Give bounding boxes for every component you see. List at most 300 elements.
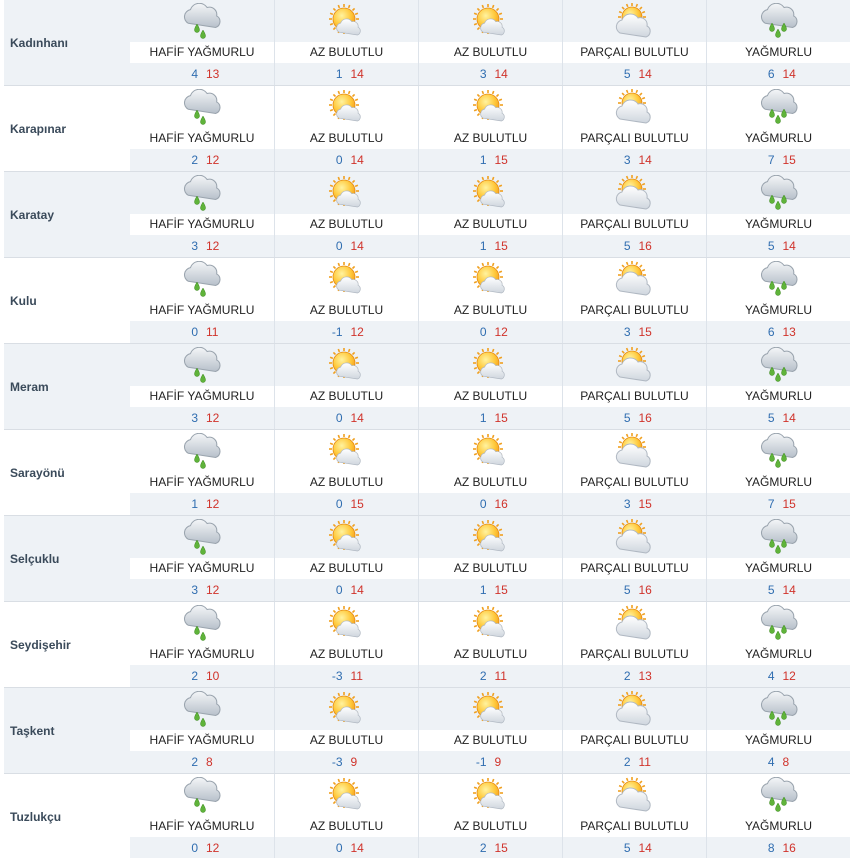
- city-row: [0, 258, 860, 344]
- day-forecast: [274, 0, 418, 85]
- min-temp: -1: [331, 325, 343, 339]
- sun-with-cloud-icon: [471, 691, 511, 727]
- city-name[interactable]: Selçuklu: [4, 516, 130, 601]
- temperature-range: [563, 665, 706, 687]
- temperature-range: [419, 149, 562, 171]
- condition-label: YAĞMURLU: [707, 42, 850, 63]
- min-temp: 0: [335, 583, 343, 597]
- max-temp: 14: [350, 841, 364, 855]
- city-name[interactable]: Tuzlukçu: [4, 774, 130, 858]
- temperature-range: [275, 665, 418, 687]
- condition-label: PARÇALI BULUTLU: [563, 644, 706, 665]
- light-rain-icon: [182, 519, 222, 555]
- sun-with-cloud-icon: [327, 175, 367, 211]
- min-temp: 8: [767, 841, 775, 855]
- min-temp: 4: [767, 755, 775, 769]
- condition-label: PARÇALI BULUTLU: [563, 816, 706, 837]
- temperature-range: [707, 579, 850, 601]
- city-name[interactable]: Kadınhanı: [4, 0, 130, 85]
- condition-label: PARÇALI BULUTLU: [563, 300, 706, 321]
- day-forecast: [130, 86, 274, 171]
- condition-label: AZ BULUTLU: [419, 300, 562, 321]
- day-forecast: [706, 86, 850, 171]
- condition-label: YAĞMURLU: [707, 816, 850, 837]
- temperature-range: [130, 579, 274, 601]
- max-temp: 15: [494, 153, 508, 167]
- temperature-range: [563, 751, 706, 773]
- max-temp: 11: [206, 325, 219, 339]
- condition-label: AZ BULUTLU: [419, 558, 562, 579]
- day-columns: [130, 0, 850, 85]
- day-forecast: [562, 344, 706, 429]
- max-temp: 15: [638, 325, 652, 339]
- condition-label: PARÇALI BULUTLU: [563, 558, 706, 579]
- partly-cloudy-icon: [615, 433, 655, 469]
- temperature-range: [563, 493, 706, 515]
- day-forecast: [130, 516, 274, 601]
- partly-cloudy-icon: [615, 261, 655, 297]
- max-temp: 16: [638, 583, 652, 597]
- condition-label: HAFİF YAĞMURLU: [130, 558, 274, 579]
- temperature-range: [563, 407, 706, 429]
- min-temp: 1: [479, 239, 487, 253]
- max-temp: 14: [638, 67, 652, 81]
- condition-label: AZ BULUTLU: [275, 816, 418, 837]
- rain-icon: [759, 347, 799, 383]
- day-columns: [130, 258, 850, 343]
- temperature-range: [707, 149, 850, 171]
- min-temp: 2: [479, 841, 487, 855]
- light-rain-icon: [182, 433, 222, 469]
- condition-label: AZ BULUTLU: [275, 472, 418, 493]
- min-temp: 2: [623, 669, 631, 683]
- max-temp: 12: [206, 583, 220, 597]
- min-temp: -3: [331, 669, 343, 683]
- day-columns: [130, 602, 850, 687]
- city-name[interactable]: Taşkent: [4, 688, 130, 773]
- day-columns: [130, 86, 850, 171]
- min-temp: 3: [191, 239, 198, 253]
- temperature-range: [130, 235, 274, 257]
- temperature-range: [707, 751, 850, 773]
- condition-label: AZ BULUTLU: [275, 300, 418, 321]
- condition-label: AZ BULUTLU: [419, 214, 562, 235]
- day-forecast: [706, 688, 850, 773]
- max-temp: 16: [638, 239, 652, 253]
- day-forecast: [130, 172, 274, 257]
- day-columns: [130, 516, 850, 601]
- condition-label: HAFİF YAĞMURLU: [130, 214, 274, 235]
- sun-with-cloud-icon: [327, 347, 367, 383]
- min-temp: 0: [335, 497, 343, 511]
- sun-with-cloud-icon: [327, 605, 367, 641]
- min-temp: 3: [623, 325, 631, 339]
- temperature-range: [707, 235, 850, 257]
- day-columns: [130, 172, 850, 257]
- max-temp: 12: [206, 841, 220, 855]
- min-temp: 3: [191, 411, 198, 425]
- temperature-range: [563, 63, 706, 85]
- max-temp: 14: [638, 153, 652, 167]
- condition-label: YAĞMURLU: [707, 558, 850, 579]
- partly-cloudy-icon: [615, 691, 655, 727]
- city-row: [0, 430, 860, 516]
- day-forecast: [418, 0, 562, 85]
- city-row: [0, 344, 860, 430]
- min-temp: 4: [191, 67, 198, 81]
- city-row: [0, 172, 860, 258]
- rain-icon: [759, 433, 799, 469]
- max-temp: 14: [350, 411, 364, 425]
- temperature-range: [275, 235, 418, 257]
- day-forecast: [130, 602, 274, 687]
- max-temp: 12: [206, 411, 220, 425]
- min-temp: 1: [335, 67, 343, 81]
- sun-with-cloud-icon: [471, 777, 511, 813]
- temperature-range: [419, 407, 562, 429]
- max-temp: 14: [350, 153, 364, 167]
- condition-label: PARÇALI BULUTLU: [563, 128, 706, 149]
- min-temp: 3: [191, 583, 198, 597]
- min-temp: 5: [623, 411, 631, 425]
- day-forecast: [418, 344, 562, 429]
- condition-label: HAFİF YAĞMURLU: [130, 644, 274, 665]
- day-forecast: [418, 258, 562, 343]
- temperature-range: [707, 665, 850, 687]
- max-temp: 11: [494, 669, 507, 683]
- partly-cloudy-icon: [615, 3, 655, 39]
- max-temp: 12: [782, 669, 796, 683]
- min-temp: 6: [767, 67, 775, 81]
- min-temp: 0: [479, 325, 487, 339]
- min-temp: 2: [191, 755, 198, 769]
- rain-icon: [759, 3, 799, 39]
- min-temp: 0: [335, 411, 343, 425]
- sun-with-cloud-icon: [327, 777, 367, 813]
- temperature-range: [130, 63, 274, 85]
- sun-with-cloud-icon: [327, 691, 367, 727]
- day-forecast: [274, 688, 418, 773]
- condition-label: YAĞMURLU: [707, 644, 850, 665]
- condition-label: PARÇALI BULUTLU: [563, 214, 706, 235]
- max-temp: 14: [782, 239, 796, 253]
- city-name[interactable]: Kulu: [4, 258, 130, 343]
- day-columns: [130, 688, 850, 773]
- max-temp: 8: [782, 755, 790, 769]
- min-temp: 5: [767, 411, 775, 425]
- max-temp: 14: [350, 67, 364, 81]
- temperature-range: [275, 407, 418, 429]
- condition-label: AZ BULUTLU: [419, 816, 562, 837]
- min-temp: 4: [767, 669, 775, 683]
- day-columns: [130, 774, 850, 858]
- light-rain-icon: [182, 605, 222, 641]
- sun-with-cloud-icon: [327, 519, 367, 555]
- sun-with-cloud-icon: [471, 175, 511, 211]
- condition-label: HAFİF YAĞMURLU: [130, 300, 274, 321]
- partly-cloudy-icon: [615, 89, 655, 125]
- city-row: [0, 688, 860, 774]
- day-forecast: [562, 688, 706, 773]
- temperature-range: [707, 837, 850, 858]
- day-forecast: [706, 172, 850, 257]
- rain-icon: [759, 89, 799, 125]
- max-temp: 12: [206, 239, 220, 253]
- min-temp: -1: [475, 755, 487, 769]
- max-temp: 15: [638, 497, 652, 511]
- temperature-range: [563, 837, 706, 858]
- temperature-range: [130, 837, 274, 858]
- condition-label: AZ BULUTLU: [419, 730, 562, 751]
- min-temp: 0: [479, 497, 487, 511]
- partly-cloudy-icon: [615, 605, 655, 641]
- condition-label: AZ BULUTLU: [419, 128, 562, 149]
- max-temp: 15: [782, 153, 796, 167]
- condition-label: AZ BULUTLU: [275, 42, 418, 63]
- temperature-range: [419, 493, 562, 515]
- min-temp: 1: [479, 583, 487, 597]
- temperature-range: [563, 235, 706, 257]
- max-temp: 16: [782, 841, 796, 855]
- condition-label: YAĞMURLU: [707, 128, 850, 149]
- sun-with-cloud-icon: [327, 89, 367, 125]
- partly-cloudy-icon: [615, 347, 655, 383]
- min-temp: 3: [623, 153, 631, 167]
- condition-label: HAFİF YAĞMURLU: [130, 816, 274, 837]
- day-forecast: [562, 86, 706, 171]
- condition-label: AZ BULUTLU: [419, 42, 562, 63]
- temperature-range: [419, 837, 562, 858]
- min-temp: 5: [623, 67, 631, 81]
- day-forecast: [130, 0, 274, 85]
- max-temp: 11: [638, 755, 651, 769]
- condition-label: YAĞMURLU: [707, 300, 850, 321]
- condition-label: HAFİF YAĞMURLU: [130, 42, 274, 63]
- max-temp: 9: [350, 755, 358, 769]
- condition-label: HAFİF YAĞMURLU: [130, 730, 274, 751]
- min-temp: 0: [191, 325, 198, 339]
- condition-label: AZ BULUTLU: [419, 472, 562, 493]
- day-columns: [130, 344, 850, 429]
- max-temp: 14: [350, 239, 364, 253]
- condition-label: PARÇALI BULUTLU: [563, 386, 706, 407]
- city-name[interactable]: Karatay: [4, 172, 130, 257]
- day-forecast: [130, 344, 274, 429]
- day-forecast: [706, 774, 850, 858]
- min-temp: 7: [767, 153, 775, 167]
- day-forecast: [418, 688, 562, 773]
- temperature-range: [419, 751, 562, 773]
- city-row: [0, 86, 860, 172]
- temperature-range: [130, 493, 274, 515]
- day-forecast: [130, 430, 274, 515]
- day-forecast: [418, 516, 562, 601]
- city-row: [0, 774, 860, 858]
- light-rain-icon: [182, 777, 222, 813]
- min-temp: 2: [191, 153, 198, 167]
- temperature-range: [275, 149, 418, 171]
- temperature-range: [275, 751, 418, 773]
- condition-label: HAFİF YAĞMURLU: [130, 472, 274, 493]
- min-temp: 0: [335, 841, 343, 855]
- temperature-range: [419, 63, 562, 85]
- day-forecast: [706, 258, 850, 343]
- day-forecast: [562, 516, 706, 601]
- temperature-range: [419, 579, 562, 601]
- rain-icon: [759, 777, 799, 813]
- temperature-range: [130, 407, 274, 429]
- max-temp: 15: [494, 841, 508, 855]
- max-temp: 14: [782, 411, 796, 425]
- temperature-range: [275, 493, 418, 515]
- day-forecast: [562, 774, 706, 858]
- temperature-range: [130, 149, 274, 171]
- sun-with-cloud-icon: [327, 433, 367, 469]
- day-forecast: [562, 258, 706, 343]
- min-temp: 3: [623, 497, 631, 511]
- temperature-range: [419, 321, 562, 343]
- day-forecast: [274, 258, 418, 343]
- temperature-range: [275, 321, 418, 343]
- max-temp: 14: [638, 841, 652, 855]
- partly-cloudy-icon: [615, 175, 655, 211]
- min-temp: 0: [335, 153, 343, 167]
- condition-label: AZ BULUTLU: [275, 558, 418, 579]
- sun-with-cloud-icon: [471, 261, 511, 297]
- condition-label: AZ BULUTLU: [275, 128, 418, 149]
- min-temp: 3: [479, 67, 487, 81]
- day-forecast: [418, 172, 562, 257]
- max-temp: 15: [494, 411, 508, 425]
- temperature-range: [419, 235, 562, 257]
- city-name[interactable]: Sarayönü: [4, 430, 130, 515]
- max-temp: 14: [782, 583, 796, 597]
- min-temp: 2: [479, 669, 487, 683]
- min-temp: 1: [479, 411, 487, 425]
- light-rain-icon: [182, 347, 222, 383]
- day-forecast: [562, 430, 706, 515]
- condition-label: PARÇALI BULUTLU: [563, 42, 706, 63]
- max-temp: 12: [206, 153, 220, 167]
- max-temp: 12: [206, 497, 220, 511]
- temperature-range: [707, 63, 850, 85]
- max-temp: 16: [638, 411, 652, 425]
- min-temp: 6: [767, 325, 775, 339]
- city-row: [0, 0, 860, 86]
- min-temp: 7: [767, 497, 775, 511]
- light-rain-icon: [182, 691, 222, 727]
- day-forecast: [274, 430, 418, 515]
- temperature-range: [563, 321, 706, 343]
- temperature-range: [130, 751, 274, 773]
- day-forecast: [274, 774, 418, 858]
- condition-label: PARÇALI BULUTLU: [563, 472, 706, 493]
- max-temp: 13: [206, 67, 220, 81]
- day-forecast: [274, 86, 418, 171]
- max-temp: 10: [206, 669, 220, 683]
- day-forecast: [274, 602, 418, 687]
- day-forecast: [562, 0, 706, 85]
- rain-icon: [759, 691, 799, 727]
- min-temp: 5: [623, 239, 631, 253]
- day-forecast: [274, 172, 418, 257]
- rain-icon: [759, 519, 799, 555]
- partly-cloudy-icon: [615, 519, 655, 555]
- light-rain-icon: [182, 3, 222, 39]
- sun-with-cloud-icon: [471, 3, 511, 39]
- max-temp: 14: [782, 67, 796, 81]
- temperature-range: [419, 665, 562, 687]
- temperature-range: [130, 321, 274, 343]
- day-forecast: [274, 344, 418, 429]
- condition-label: HAFİF YAĞMURLU: [130, 386, 274, 407]
- city-name[interactable]: Seydişehir: [4, 602, 130, 687]
- sun-with-cloud-icon: [471, 519, 511, 555]
- max-temp: 9: [494, 755, 502, 769]
- day-forecast: [562, 172, 706, 257]
- temperature-range: [707, 493, 850, 515]
- day-forecast: [706, 344, 850, 429]
- temperature-range: [275, 63, 418, 85]
- temperature-range: [130, 665, 274, 687]
- max-temp: 16: [494, 497, 508, 511]
- max-temp: 11: [350, 669, 363, 683]
- condition-label: YAĞMURLU: [707, 386, 850, 407]
- condition-label: AZ BULUTLU: [419, 386, 562, 407]
- min-temp: 1: [191, 497, 198, 511]
- day-forecast: [418, 86, 562, 171]
- city-row: [0, 516, 860, 602]
- day-forecast: [130, 688, 274, 773]
- sun-with-cloud-icon: [471, 347, 511, 383]
- condition-label: YAĞMURLU: [707, 730, 850, 751]
- max-temp: 14: [494, 67, 508, 81]
- temperature-range: [275, 837, 418, 858]
- city-name[interactable]: Karapınar: [4, 86, 130, 171]
- day-forecast: [130, 258, 274, 343]
- day-forecast: [130, 774, 274, 858]
- sun-with-cloud-icon: [471, 433, 511, 469]
- min-temp: 2: [623, 755, 631, 769]
- temperature-range: [707, 407, 850, 429]
- max-temp: 15: [494, 583, 508, 597]
- condition-label: PARÇALI BULUTLU: [563, 730, 706, 751]
- city-name[interactable]: Meram: [4, 344, 130, 429]
- sun-with-cloud-icon: [327, 3, 367, 39]
- day-forecast: [706, 516, 850, 601]
- light-rain-icon: [182, 175, 222, 211]
- max-temp: 13: [782, 325, 796, 339]
- condition-label: YAĞMURLU: [707, 214, 850, 235]
- condition-label: AZ BULUTLU: [275, 644, 418, 665]
- rain-icon: [759, 175, 799, 211]
- light-rain-icon: [182, 89, 222, 125]
- condition-label: YAĞMURLU: [707, 472, 850, 493]
- sun-with-cloud-icon: [471, 89, 511, 125]
- max-temp: 13: [638, 669, 652, 683]
- min-temp: 5: [767, 239, 775, 253]
- day-forecast: [418, 774, 562, 858]
- condition-label: AZ BULUTLU: [275, 386, 418, 407]
- condition-label: AZ BULUTLU: [419, 644, 562, 665]
- day-forecast: [706, 0, 850, 85]
- light-rain-icon: [182, 261, 222, 297]
- min-temp: 5: [623, 841, 631, 855]
- condition-label: AZ BULUTLU: [275, 730, 418, 751]
- day-forecast: [274, 516, 418, 601]
- min-temp: 5: [767, 583, 775, 597]
- max-temp: 15: [782, 497, 796, 511]
